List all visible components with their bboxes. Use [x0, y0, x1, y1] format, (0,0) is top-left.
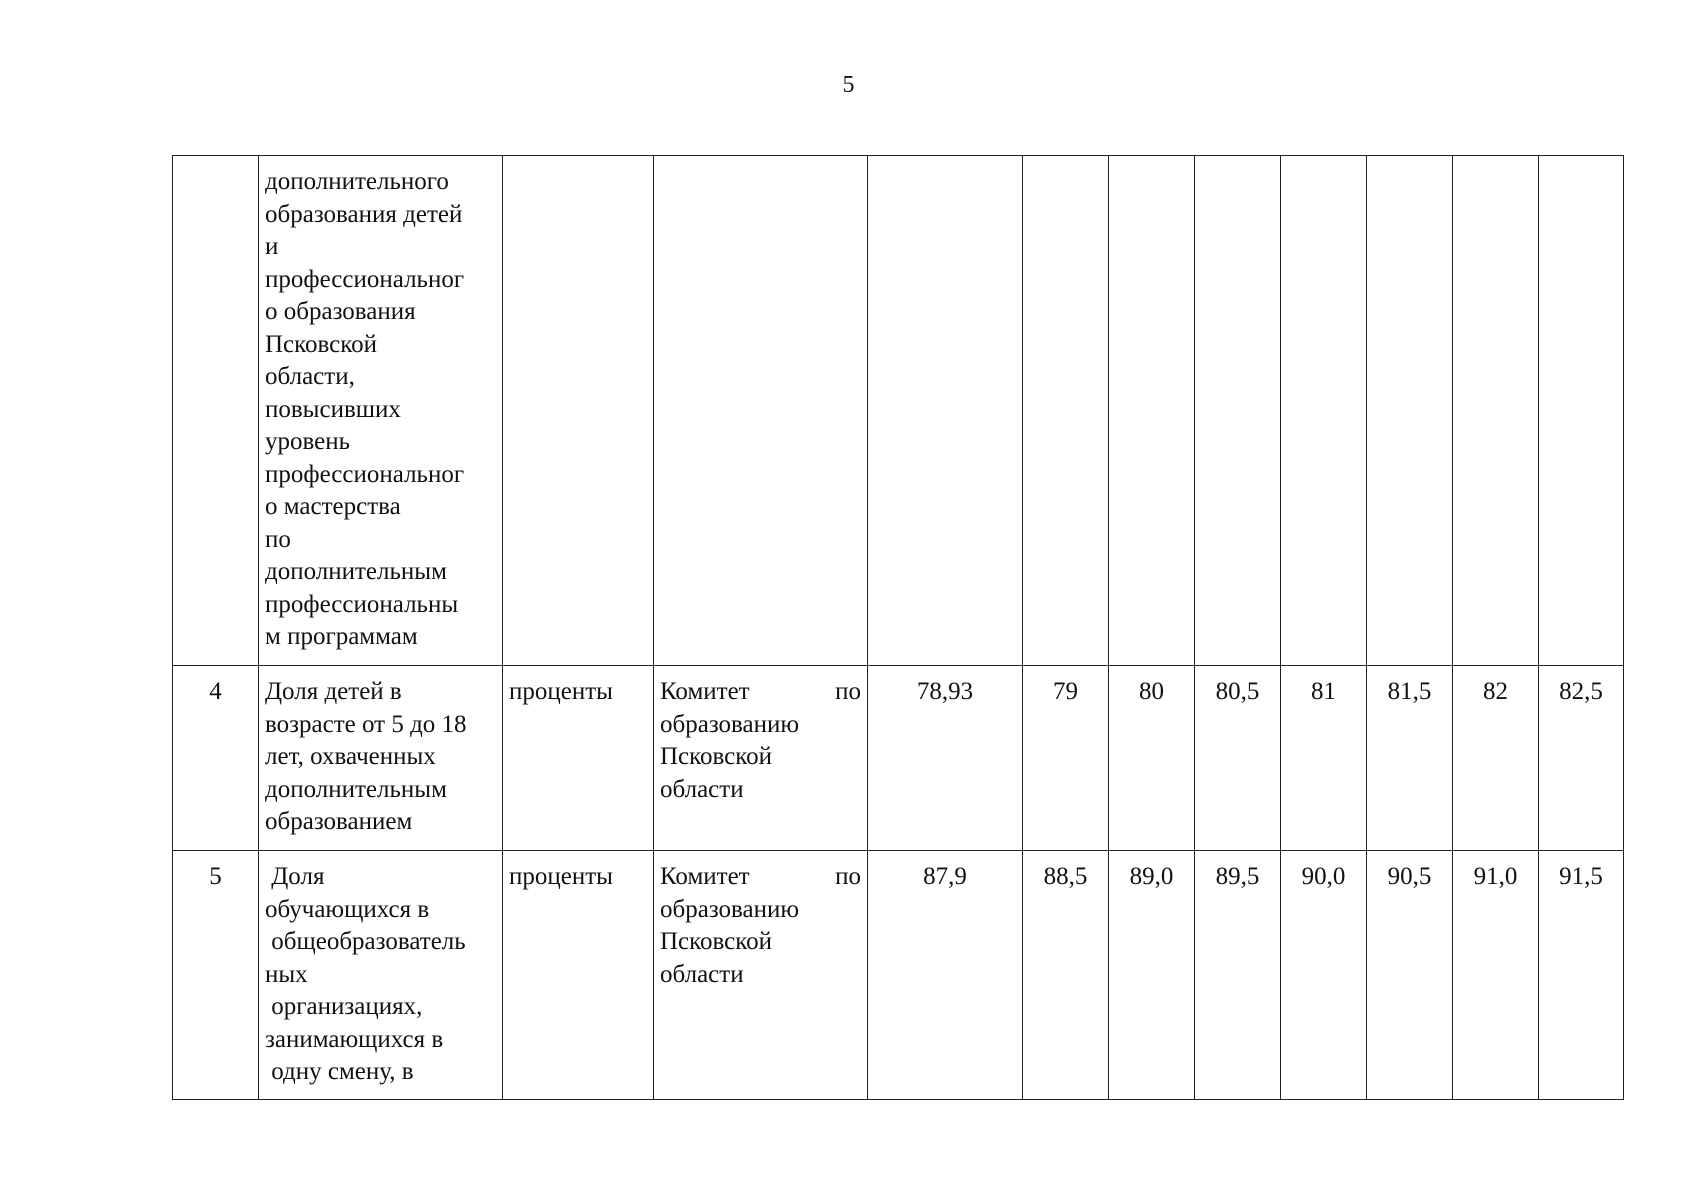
indicator-name-cell — [259, 851, 503, 1100]
unit-cell: проценты — [503, 666, 654, 851]
value-cell — [868, 156, 1023, 666]
indicator-name-cell — [259, 156, 503, 666]
value-cell: 90,0 — [1281, 851, 1367, 1100]
org-line: образованию — [660, 710, 800, 738]
indicator-line: ных — [265, 960, 308, 988]
indicator-line: организациях, — [265, 993, 423, 1020]
value-cell: 78,93 — [868, 666, 1023, 851]
value-cell — [1281, 156, 1367, 666]
org-word: по — [835, 863, 861, 890]
value-cell: 88,5 — [1023, 851, 1109, 1100]
responsible-org-cell — [654, 851, 868, 1100]
value-cell — [1539, 156, 1624, 666]
row-number-cell: 4 — [173, 666, 259, 851]
value-cell: 89,0 — [1109, 851, 1195, 1100]
responsible-org-cell — [654, 666, 868, 851]
responsible-org-cell — [654, 156, 868, 666]
indicator-line: о мастерства — [265, 493, 401, 520]
org-word: Комитет — [660, 678, 750, 705]
indicator-line: лет, охваченных — [265, 743, 436, 770]
indicator-line: по — [265, 525, 291, 553]
indicator-name-cell — [259, 666, 503, 851]
value-cell: 82,5 — [1539, 666, 1624, 851]
org-line: Псковской — [660, 743, 773, 770]
row-number-cell: 5 — [173, 851, 259, 1100]
value-cell — [1195, 156, 1281, 666]
indicator-line: Псковской — [265, 330, 378, 358]
value-cell: 91,5 — [1539, 851, 1624, 1100]
indicator-line: образования детей — [265, 200, 463, 228]
row-number-cell — [173, 156, 259, 666]
org-line: области — [660, 960, 744, 988]
indicator-line: возрасте от 5 до 18 — [265, 710, 467, 738]
indicator-line: м программам — [265, 623, 418, 650]
value-cell: 87,9 — [868, 851, 1023, 1100]
indicator-line: одну смену, в — [265, 1058, 414, 1085]
value-cell — [1453, 156, 1539, 666]
indicator-line: общеобразователь — [265, 928, 466, 955]
indicator-line: уровень — [265, 428, 351, 455]
indicator-line: области, — [265, 363, 355, 390]
org-word: Комитет — [660, 863, 750, 890]
value-cell: 81,5 — [1367, 666, 1453, 851]
table-row — [173, 666, 1624, 851]
indicator-line: о образования — [265, 298, 416, 325]
unit-cell: проценты — [503, 851, 654, 1100]
page-number: 5 — [842, 72, 855, 98]
indicator-line: дополнительным — [265, 558, 447, 585]
value-cell: 82 — [1453, 666, 1539, 851]
org-first-line — [660, 676, 861, 709]
indicator-line: Доля — [265, 863, 325, 890]
table-row — [173, 851, 1624, 1100]
org-word: по — [835, 678, 861, 705]
value-cell: 81 — [1281, 666, 1367, 851]
table-row — [173, 156, 1624, 666]
indicator-line: и — [265, 233, 279, 260]
value-cell: 91,0 — [1453, 851, 1539, 1100]
indicator-line: дополнительного — [265, 168, 449, 195]
indicator-line: профессиональног — [265, 265, 465, 293]
indicator-line: повысивших — [265, 395, 401, 423]
value-cell: 89,5 — [1195, 851, 1281, 1100]
indicator-line: профессиональног — [265, 460, 465, 488]
unit-cell — [503, 156, 654, 666]
value-cell: 79 — [1023, 666, 1109, 851]
indicator-line: образованием — [265, 808, 413, 835]
value-cell: 90,5 — [1367, 851, 1453, 1100]
org-first-line — [660, 861, 861, 894]
indicator-line: обучающихся в — [265, 895, 430, 923]
value-cell: 80,5 — [1195, 666, 1281, 851]
value-cell — [1367, 156, 1453, 666]
indicators-table — [172, 155, 1624, 1100]
indicator-line: Доля детей в — [265, 678, 402, 705]
indicator-line: дополнительным — [265, 775, 447, 803]
value-cell: 80 — [1109, 666, 1195, 851]
org-line: Псковской — [660, 928, 773, 955]
value-cell — [1109, 156, 1195, 666]
value-cell — [1023, 156, 1109, 666]
org-line: области — [660, 775, 744, 803]
indicator-line: профессиональны — [265, 590, 459, 618]
org-line: образованию — [660, 895, 800, 923]
indicator-line: занимающихся в — [265, 1025, 444, 1053]
